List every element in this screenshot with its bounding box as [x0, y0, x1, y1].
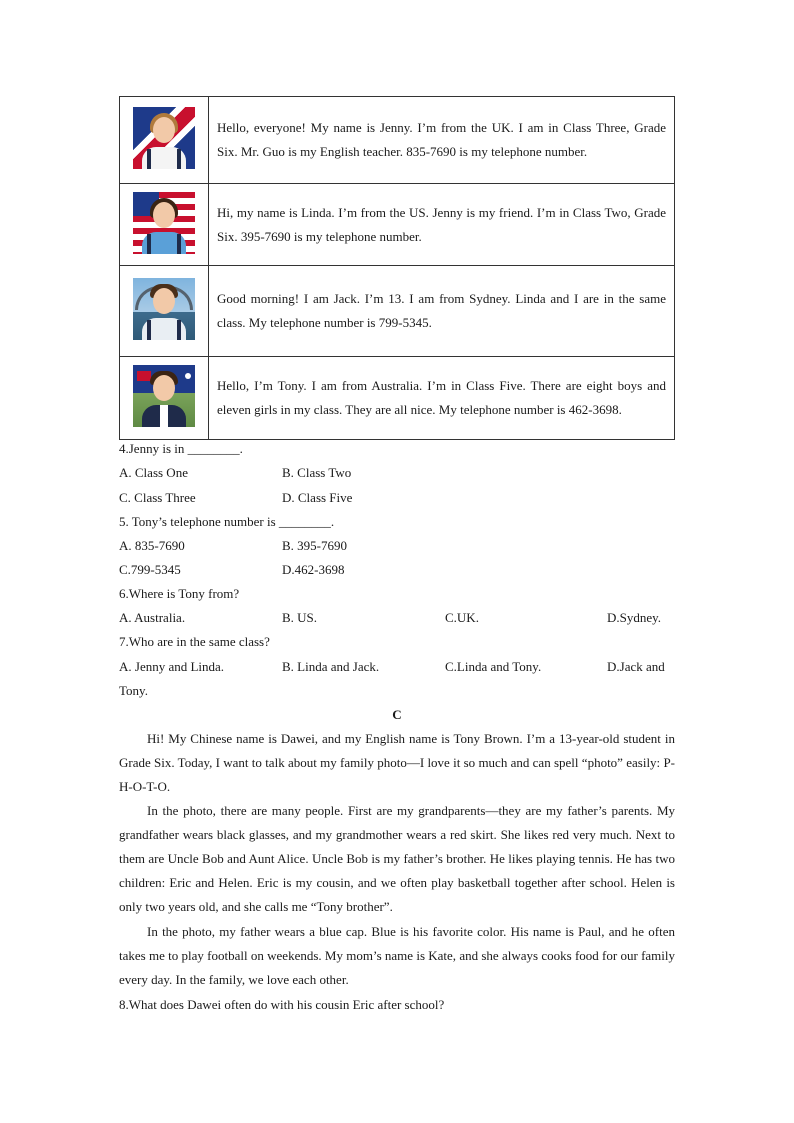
q5-option-a: A. 835-7690: [119, 538, 185, 553]
q6-option-c: C.UK.: [445, 610, 479, 625]
q6-option-b: B. US.: [282, 610, 318, 625]
q4-option-a: A. Class One: [119, 465, 188, 480]
q5-option-c: C.799-5345: [119, 562, 181, 577]
section-c-heading: C: [392, 707, 402, 722]
q7-option-d-wrap: Tony.: [119, 683, 148, 698]
profile-row-jack: [120, 266, 675, 357]
q7-option-b: B. Linda and Jack.: [282, 659, 380, 674]
question-7: 7.Who are in the same class?: [119, 634, 270, 649]
profile-text: Hello, I’m Tony. I am from Australia. I’m in Class Five. There are eight boys and eleven girls in my class. They are all nice. My telephone number is 462-3698.: [209, 357, 675, 440]
boy-australia-flag-photo: [133, 365, 195, 427]
profile-row-jenny: [120, 97, 675, 184]
question-5: 5. Tony’s telephone number is ________.: [119, 514, 335, 529]
q5-option-b: B. 395-7690: [282, 538, 347, 553]
q6-option-a: A. Australia.: [119, 610, 186, 625]
passage-paragraph-1: Hi! My Chinese name is Dawei, and my English name is Tony Brown. I’m a 13-year-old student in Grade Six. Today, I want to talk about my family photo—I love it so much and can spell “photo” easily: P-H-O-T-O.: [119, 731, 675, 794]
girl-uk-flag-photo: [133, 107, 195, 169]
question-6: 6.Where is Tony from?: [119, 586, 240, 601]
question-8: 8.What does Dawei often do with his cousin Eric after school?: [119, 997, 445, 1012]
passage-paragraph-3: In the photo, my father wears a blue cap. Blue is his favorite color. His name is Paul, and he often takes me to play football on weekends. My mom’s name is Kate, and she always cooks food for our family every day. In the family, we love each other.: [119, 924, 675, 987]
passage-paragraph-2: In the photo, there are many people. First are my grandparents—they are my father’s parents. My grandfather wears black glasses, and my grandmother wears a red skirt. She likes red very much. Next to them are Uncle Bob and Aunt Alice. Uncle Bob is my father’s brother. He likes playing tennis. He has two children: Eric and Helen. Eric is my cousin, and we often play basketball together after school. Helen is only two years old, and she calls me “Tony brother”.: [119, 803, 675, 914]
q7-option-c: C.Linda and Tony.: [445, 659, 542, 674]
boy-sydney-photo: [133, 278, 195, 340]
profile-text: Hello, everyone! My name is Jenny. I’m from the UK. I am in Class Three, Grade Six. Mr. Guo is my English teacher. 835-7690 is my telephone number.: [209, 97, 675, 184]
profile-row-tony: [120, 357, 675, 440]
q6-option-d: D.Sydney.: [607, 610, 662, 625]
q7-option-d: D.Jack and: [607, 659, 665, 674]
profile-text: Good morning! I am Jack. I’m 13. I am from Sydney. Linda and I are in the same class. My telephone number is 799-5345.: [209, 266, 675, 357]
question-4: 4.Jenny is in ________.: [119, 441, 243, 456]
q4-option-d: D. Class Five: [282, 490, 353, 505]
q7-option-a: A. Jenny and Linda.: [119, 659, 225, 674]
profile-table: [119, 96, 675, 440]
q4-option-b: B. Class Two: [282, 465, 352, 480]
girl-us-flag-photo: [133, 192, 195, 254]
q5-option-d: D.462-3698: [282, 562, 345, 577]
q4-option-c: C. Class Three: [119, 490, 196, 505]
profile-row-linda: [120, 184, 675, 266]
profile-text: Hi, my name is Linda. I’m from the US. Jenny is my friend. I’m in Class Two, Grade Six. 395-7690 is my telephone number.: [209, 184, 675, 266]
